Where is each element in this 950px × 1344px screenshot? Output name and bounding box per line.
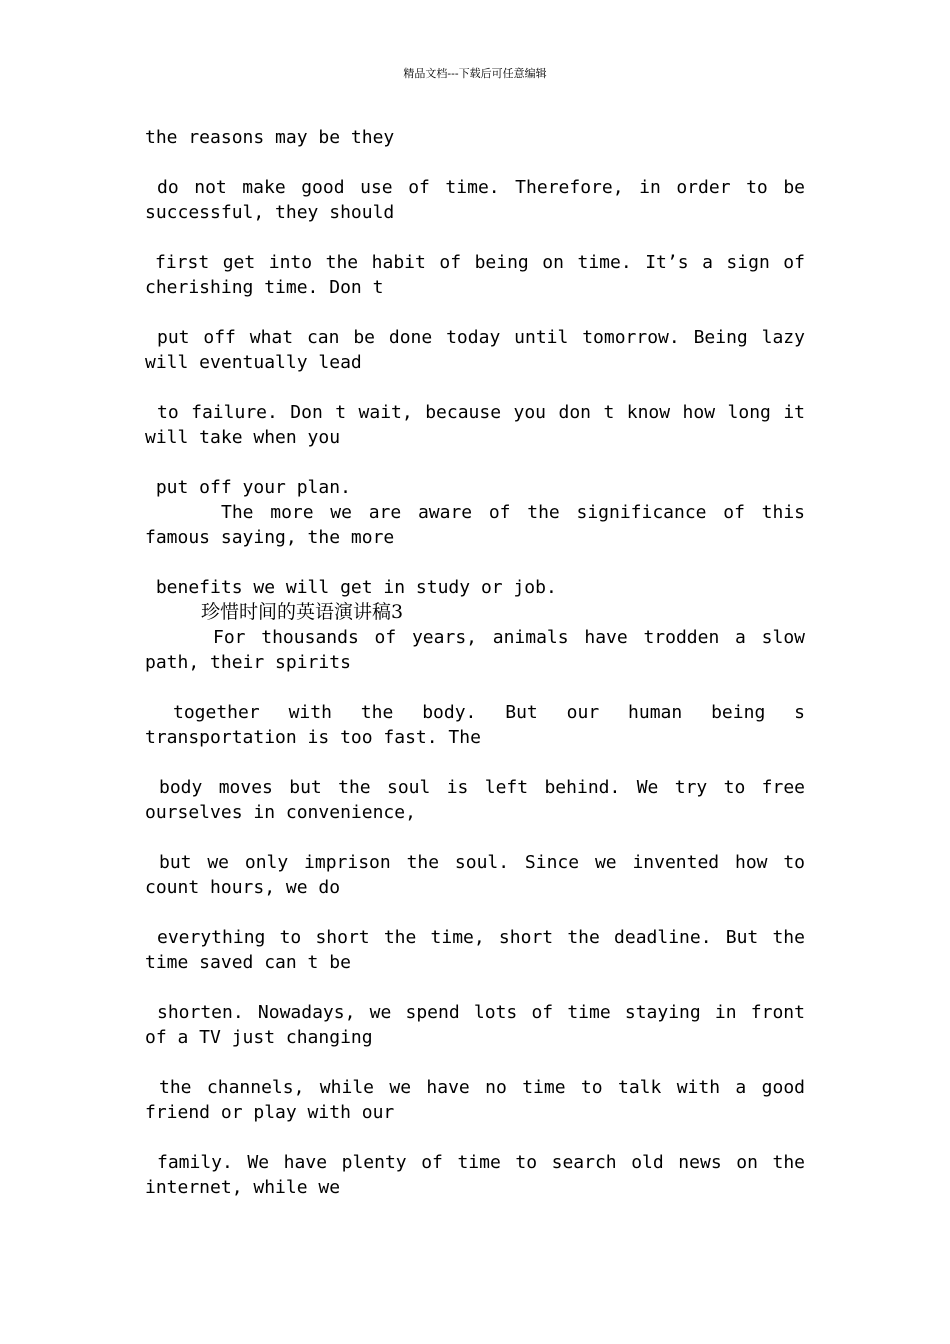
paragraph-gap (145, 750, 805, 775)
text-line: ourselves in convenience, (145, 802, 416, 823)
text-line: everything to short the time, short the deadline. But the (157, 927, 805, 948)
text-line: first get into the habit of being on time. It’s a sign of (155, 252, 805, 273)
text-line: the reasons may be they (145, 127, 395, 148)
text-line: will take when you (145, 427, 341, 448)
text-line: count hours, we do (145, 877, 341, 898)
text-line: For thousands of years, animals have trodden a slow (213, 627, 805, 648)
text-line: put off what can be done today until tomorrow. Being lazy (157, 327, 805, 348)
text-line: to failure. Don t wait, because you don t know how long it (157, 402, 805, 423)
text-line: put off your plan. (145, 477, 351, 498)
paragraph-gap (145, 825, 805, 850)
paragraph-gap (145, 675, 805, 700)
paragraph-gap (145, 300, 805, 325)
text-line: the channels, while we have no time to talk with a good (159, 1077, 805, 1098)
text-line: family. We have plenty of time to search old news on the (157, 1152, 805, 1173)
paragraph-gap (145, 1050, 805, 1075)
paragraph-gap (145, 900, 805, 925)
text-line: do not make good use of time. Therefore, in order to be (157, 177, 805, 198)
text-line: but we only imprison the soul. Since we invented how to (159, 852, 805, 873)
paragraph-gap (145, 975, 805, 1000)
text-line: time saved can t be (145, 952, 351, 973)
page-header: 精品文档---下载后可任意编辑 (403, 67, 547, 80)
text-line: The more we are aware of the significance of this (221, 502, 805, 523)
text-line: path, their spirits (145, 652, 351, 673)
text-line: famous saying, the more (145, 527, 395, 548)
text-line: will eventually lead (145, 352, 362, 373)
paragraph-gap (145, 375, 805, 400)
text-line: friend or play with our (145, 1102, 395, 1123)
text-line: benefits we will get in study or job. (145, 577, 557, 598)
text-line: transportation is too fast. The (145, 727, 481, 748)
paragraph-gap (145, 1125, 805, 1150)
document-body (145, 125, 805, 1200)
text-line: of a TV just changing (145, 1027, 373, 1048)
section-heading: 珍惜时间的英语演讲稿3 (201, 601, 404, 623)
paragraph-gap (145, 550, 805, 575)
text-line: internet, while we (145, 1177, 341, 1198)
text-line: shorten. Nowadays, we spend lots of time staying in front (157, 1002, 805, 1023)
text-line: cherishing time. Don t (145, 277, 384, 298)
paragraph-gap (145, 150, 805, 175)
paragraph-gap (145, 450, 805, 475)
text-line: together with the body. But our human being s (173, 702, 805, 723)
text-line: body moves but the soul is left behind. We try to free (159, 777, 805, 798)
text-line: successful, they should (145, 202, 395, 223)
paragraph-gap (145, 225, 805, 250)
